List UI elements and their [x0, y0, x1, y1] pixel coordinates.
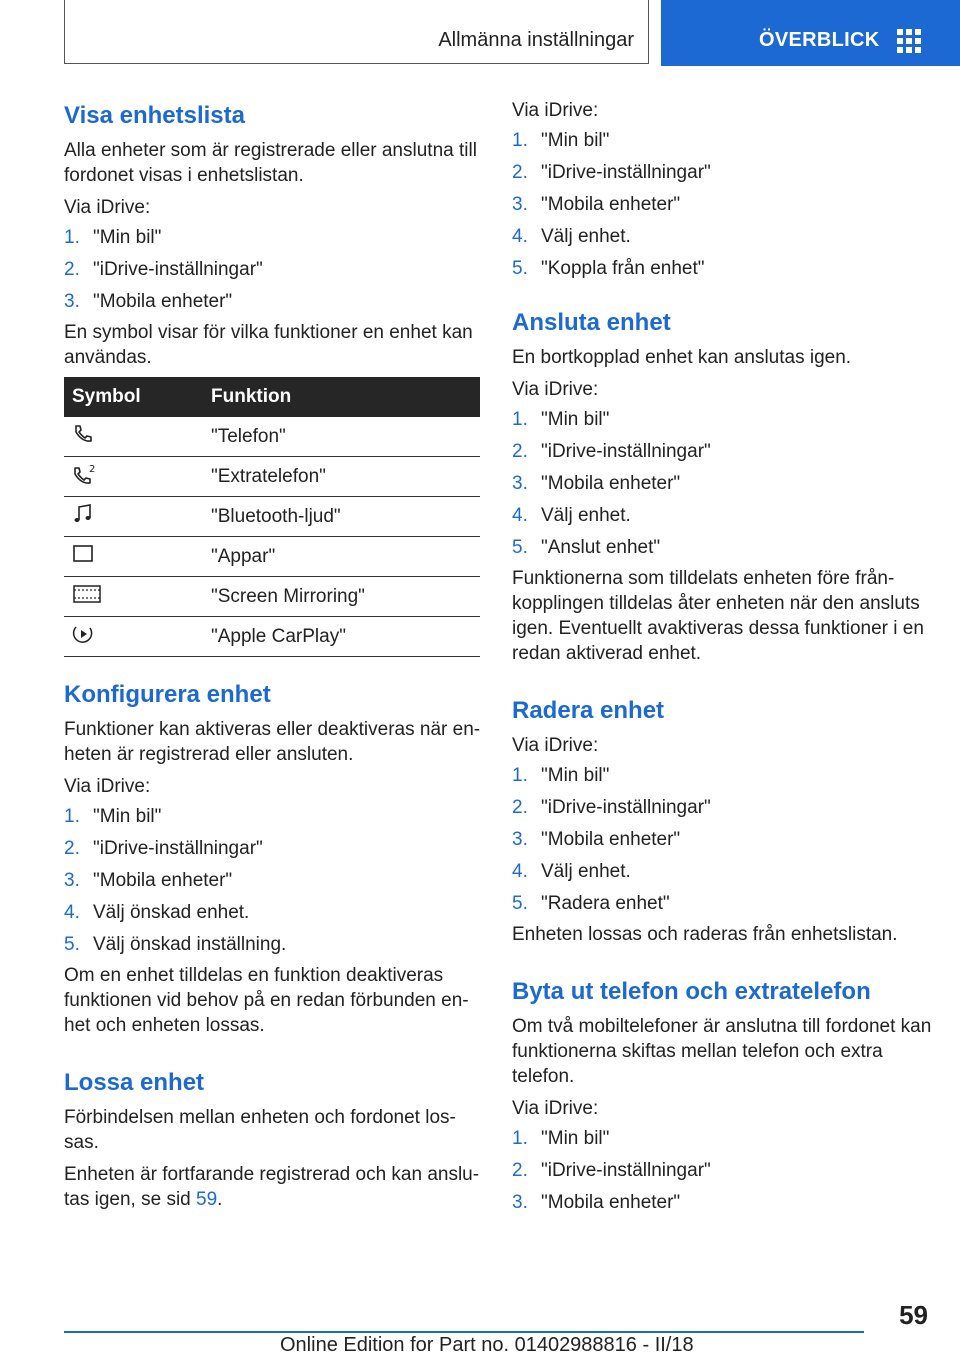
left-column	[64, 98, 484, 1219]
heading-konfigurera-enhet: Konfigurera enhet	[64, 681, 271, 708]
heading-byta-ut-telefon: Byta ut telefon och extratelefon	[512, 978, 871, 1005]
overview-button[interactable]	[661, 0, 960, 66]
heading-ansluta-enhet: Ansluta enhet	[512, 309, 671, 336]
heading-radera-enhet: Radera enhet	[512, 697, 665, 724]
list-item: 1. "Min bil"	[512, 765, 610, 786]
list-item: 2. "iDrive-inställningar"	[64, 259, 263, 280]
paragraph: Alla enheter som är registrerade eller anslutna till fordonet visas i enhetslistan.	[64, 140, 477, 186]
step-list	[64, 801, 484, 961]
list-item: 1. "Min bil"	[64, 227, 162, 248]
header-section-tab[interactable]	[64, 0, 649, 64]
list-item: 1. "Min bil"	[512, 409, 610, 430]
table-row	[64, 577, 480, 617]
heading-visa-enhetslista: Visa enhetslista	[64, 102, 245, 129]
step-list	[64, 222, 484, 318]
function-label: "Telefon"	[203, 417, 480, 457]
list-item: 3. "Mobila enheter"	[512, 829, 681, 850]
table-row	[64, 497, 480, 537]
list-item: 3. "Mobila enheter"	[64, 291, 233, 312]
paragraph: Enheten lossas och raderas från enhetslistan.	[512, 924, 898, 945]
footer-edition: Online Edition for Part no. 01402988816 - II/18	[280, 1334, 694, 1356]
paragraph: En bortkopplad enhet kan anslutas igen.	[512, 347, 852, 368]
function-label: "Appar"	[203, 537, 480, 577]
list-item: 2. "iDrive-inställningar"	[512, 1160, 711, 1181]
right-column	[512, 98, 932, 1219]
step-list	[512, 760, 932, 920]
function-label: "Apple CarPlay"	[203, 617, 480, 657]
table-row	[64, 537, 480, 577]
column-header-symbol: Symbol	[64, 377, 203, 417]
page-number: 59	[899, 1300, 928, 1330]
function-label: "Bluetooth-ljud"	[203, 497, 480, 537]
svg-text:2: 2	[89, 463, 96, 475]
list-item: 1. "Min bil"	[64, 806, 162, 827]
footer-divider	[64, 1331, 864, 1333]
paragraph: Om en enhet tilldelas en funktion deaktiveras funktionen vid behov på en redan förbunden enhet och enheten lossas.	[64, 965, 469, 1036]
list-item: 4. Välj önskad enhet.	[64, 902, 250, 923]
list-item: 5. "Anslut enhet"	[512, 537, 661, 558]
list-item: 2. "iDrive-inställningar"	[512, 441, 711, 462]
paragraph: Funktionerna som tilldelats enheten före frånkopplingen tilldelas åter enheten när den ansluts igen. Eventuellt avaktiveras dessa funktioner i en redan aktiverad enhet.	[512, 568, 924, 664]
list-item: 5. "Koppla från enhet"	[512, 258, 705, 279]
step-list	[512, 125, 932, 285]
function-label: "Screen Mirroring"	[203, 577, 480, 617]
list-item: 4. Välj enhet.	[512, 505, 631, 526]
apps-icon	[72, 543, 94, 565]
list-item: 3. "Mobila enheter"	[512, 473, 681, 494]
paragraph: Enheten är fortfarande registrerad och kan anslutas igen, se sid 59.	[64, 1164, 480, 1210]
page-reference-link[interactable]: 59	[196, 1189, 218, 1210]
list-item: 2. "iDrive-inställningar"	[512, 797, 711, 818]
table-row	[64, 457, 480, 497]
carplay-icon	[72, 623, 94, 645]
screen-mirroring-icon	[72, 583, 102, 605]
list-item: 5. "Radera enhet"	[512, 893, 670, 914]
list-item: 2. "iDrive-inställningar"	[512, 162, 711, 183]
table-header-row	[64, 377, 480, 417]
step-list	[512, 1123, 932, 1219]
heading-lossa-enhet: Lossa enhet	[64, 1069, 205, 1096]
column-header-funktion: Funktion	[203, 377, 480, 417]
header-section-title: Allmänna inställningar	[438, 29, 634, 51]
via-idrive-label: Via iDrive:	[64, 776, 151, 797]
list-item: 4. Välj enhet.	[512, 226, 631, 247]
overview-label: ÖVERBLICK	[759, 29, 880, 51]
step-list	[512, 404, 932, 564]
paragraph: Om två mobiltelefoner är anslutna till fordonet kan funktionerna skiftas mellan telefon och extra telefon.	[512, 1016, 932, 1087]
via-idrive-label: Via iDrive:	[512, 1098, 599, 1119]
paragraph: En symbol visar för vilka funktioner en enhet kan användas.	[64, 322, 473, 368]
list-item: 1. "Min bil"	[512, 1128, 610, 1149]
via-idrive-label: Via iDrive:	[512, 100, 599, 121]
paragraph: Förbindelsen mellan enheten och fordonet lossas.	[64, 1107, 456, 1153]
list-item: 1. "Min bil"	[512, 130, 610, 151]
list-item: 2. "iDrive-inställningar"	[64, 838, 263, 859]
via-idrive-label: Via iDrive:	[512, 735, 599, 756]
via-idrive-label: Via iDrive:	[512, 379, 599, 400]
via-idrive-label: Via iDrive:	[64, 197, 151, 218]
music-note-icon	[72, 503, 94, 525]
list-item: 4. Välj enhet.	[512, 861, 631, 882]
function-label: "Extratelefon"	[203, 457, 480, 497]
list-item: 5. Välj önskad inställning.	[64, 934, 287, 955]
list-item: 3. "Mobila enheter"	[512, 1192, 681, 1213]
table-row	[64, 617, 480, 657]
table-row	[64, 417, 480, 457]
phone-icon	[72, 423, 94, 445]
symbol-table	[64, 377, 480, 657]
paragraph: Funktioner kan aktiveras eller deaktiveras när enheten är registrerad eller ansluten.	[64, 719, 481, 765]
grid-menu-icon	[897, 29, 921, 53]
list-item: 3. "Mobila enheter"	[64, 870, 233, 891]
extra-phone-icon	[72, 463, 98, 485]
list-item: 3. "Mobila enheter"	[512, 194, 681, 215]
